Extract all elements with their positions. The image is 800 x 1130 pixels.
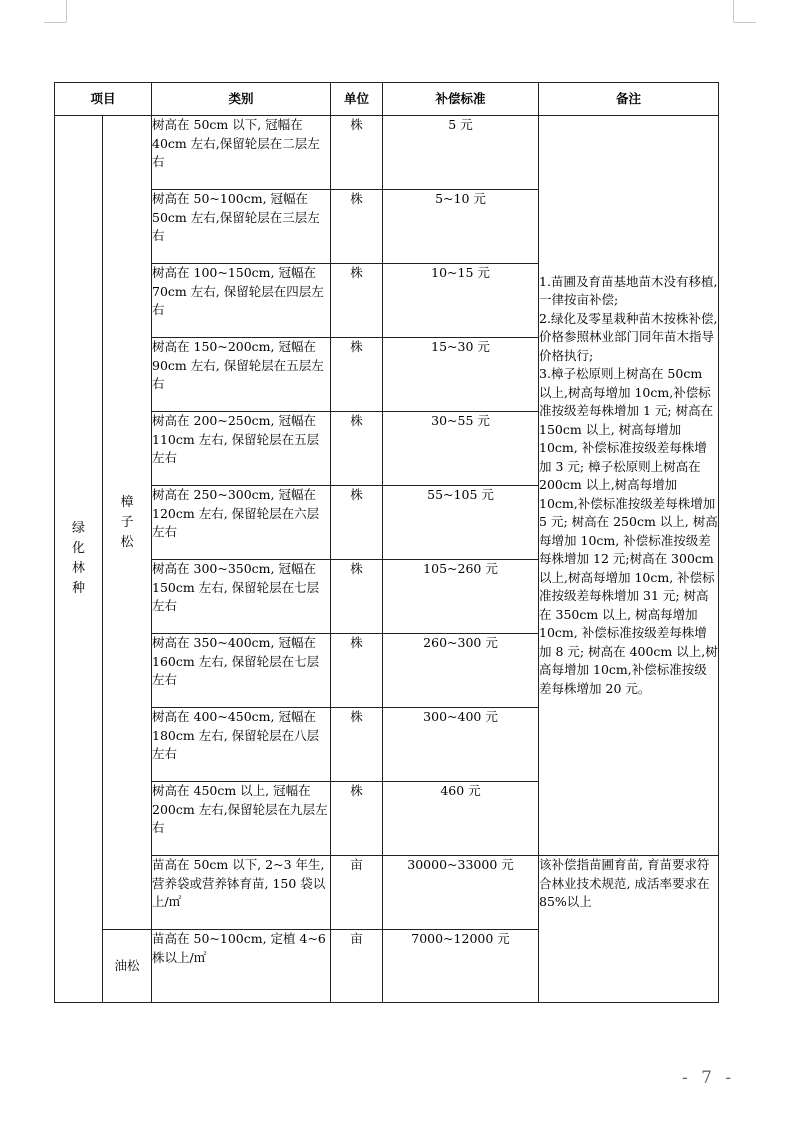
page-number: - 7 - <box>682 1068 736 1088</box>
row-price: 5~10 元 <box>383 190 539 264</box>
row-desc: 树高在 250~300cm, 冠幅在 120cm 左右, 保留轮层在六层左右 <box>152 486 331 560</box>
header-row <box>55 83 719 116</box>
row-unit: 株 <box>331 338 383 412</box>
row-desc: 树高在 50cm 以下, 冠幅在 40cm 左右,保留轮层在二层左右 <box>152 116 331 190</box>
header-project: 项目 <box>55 83 152 116</box>
row-unit: 株 <box>331 708 383 782</box>
row-price: 460 元 <box>383 782 539 856</box>
header-remark: 备注 <box>539 83 719 116</box>
crop-mark-top-left <box>44 22 66 23</box>
group-label: 绿 化 林 种 <box>71 521 85 596</box>
compensation-table <box>54 82 719 1003</box>
remark-text: 1.苗圃及育苗基地苗木没有移植, 一律按亩补偿; 2.绿化及零星栽种苗木按株补偿, 价格参照林业部门同年苗木指导价格执行; 3.樟子松原则上树高在 50cm 以上,树高每增加 10cm,补偿标准按级差每株增加 1 元; 树高在 150cm 以上, 树高每增加 10cm, 补偿标准按级差每株增加 3 元; 樟子松原则上树高在 200cm 以上,树高每增加 10cm,补偿标准按级差每株增加 5 元; 树高在 250cm 以上, 树高每增加 10cm, 补偿标准按级差每株增加 12 元;树高在 300cm 以上,树高每增加 10cm, 补偿标准按级差每株增加 31 元; 树高在 350cm 以上, 树高每增加 10cm, 补偿标准按级差每株增加 8 元; 树高在 400cm 以上,树高每增加 10cm,补偿标准按级差每株增加 20 元。 <box>539 273 718 696</box>
row-desc: 树高在 100~150cm, 冠幅在 70cm 左右, 保留轮层在四层左右 <box>152 264 331 338</box>
row-desc: 树高在 150~200cm, 冠幅在 90cm 左右, 保留轮层在五层左右 <box>152 338 331 412</box>
row-price: 7000~12000 元 <box>383 930 539 1003</box>
table-row <box>55 856 719 930</box>
row-unit: 株 <box>331 116 383 190</box>
row-unit: 株 <box>331 412 383 486</box>
crop-mark-top-left <box>66 0 67 22</box>
subgroup-cell-yousong: 油松 <box>103 930 152 1003</box>
crop-mark-top-right <box>733 0 734 22</box>
row-price: 30~55 元 <box>383 412 539 486</box>
row-price: 105~260 元 <box>383 560 539 634</box>
row-unit: 亩 <box>331 856 383 930</box>
row-desc: 树高在 300~350cm, 冠幅在 150cm 左右, 保留轮层在七层左右 <box>152 560 331 634</box>
row-unit: 株 <box>331 634 383 708</box>
row-desc: 树高在 400~450cm, 冠幅在 180cm 左右, 保留轮层在八层左右 <box>152 708 331 782</box>
row-desc: 苗高在 50cm 以下, 2~3 年生, 营养袋或营养钵育苗, 150 袋以上/㎡ <box>152 856 331 930</box>
row-unit: 株 <box>331 782 383 856</box>
row-price: 260~300 元 <box>383 634 539 708</box>
row-desc: 树高在 200~250cm, 冠幅在 110cm 左右, 保留轮层在五层左右 <box>152 412 331 486</box>
crop-mark-top-right <box>734 22 756 23</box>
header-standard: 补偿标准 <box>383 83 539 116</box>
row-price: 15~30 元 <box>383 338 539 412</box>
row-unit: 株 <box>331 560 383 634</box>
row-price: 5 元 <box>383 116 539 190</box>
header-category: 类别 <box>152 83 331 116</box>
row-desc: 苗高在 50~100cm, 定植 4~6 株以上/㎡ <box>152 930 331 1003</box>
subgroup-cell-zhangzisong <box>103 116 152 930</box>
subgroup-label: 樟 子 松 <box>120 494 134 550</box>
row-price: 300~400 元 <box>383 708 539 782</box>
row-desc: 树高在 350~400cm, 冠幅在 160cm 左右, 保留轮层在七层左右 <box>152 634 331 708</box>
row-unit: 亩 <box>331 930 383 1003</box>
table-row <box>55 116 719 190</box>
header-unit: 单位 <box>331 83 383 116</box>
row-unit: 株 <box>331 264 383 338</box>
row-desc: 树高在 50~100cm, 冠幅在 50cm 左右,保留轮层在三层左右 <box>152 190 331 264</box>
row-unit: 株 <box>331 486 383 560</box>
group-cell <box>55 116 103 1003</box>
row-unit: 株 <box>331 190 383 264</box>
remark-seedlings: 该补偿指苗圃育苗, 育苗要求符合林业技术规范, 成活率要求在 85%以上 <box>539 856 719 1003</box>
row-price: 10~15 元 <box>383 264 539 338</box>
row-price: 30000~33000 元 <box>383 856 539 930</box>
remark-trees <box>539 116 719 856</box>
row-price: 55~105 元 <box>383 486 539 560</box>
row-desc: 树高在 450cm 以上, 冠幅在 200cm 左右,保留轮层在九层左右 <box>152 782 331 856</box>
